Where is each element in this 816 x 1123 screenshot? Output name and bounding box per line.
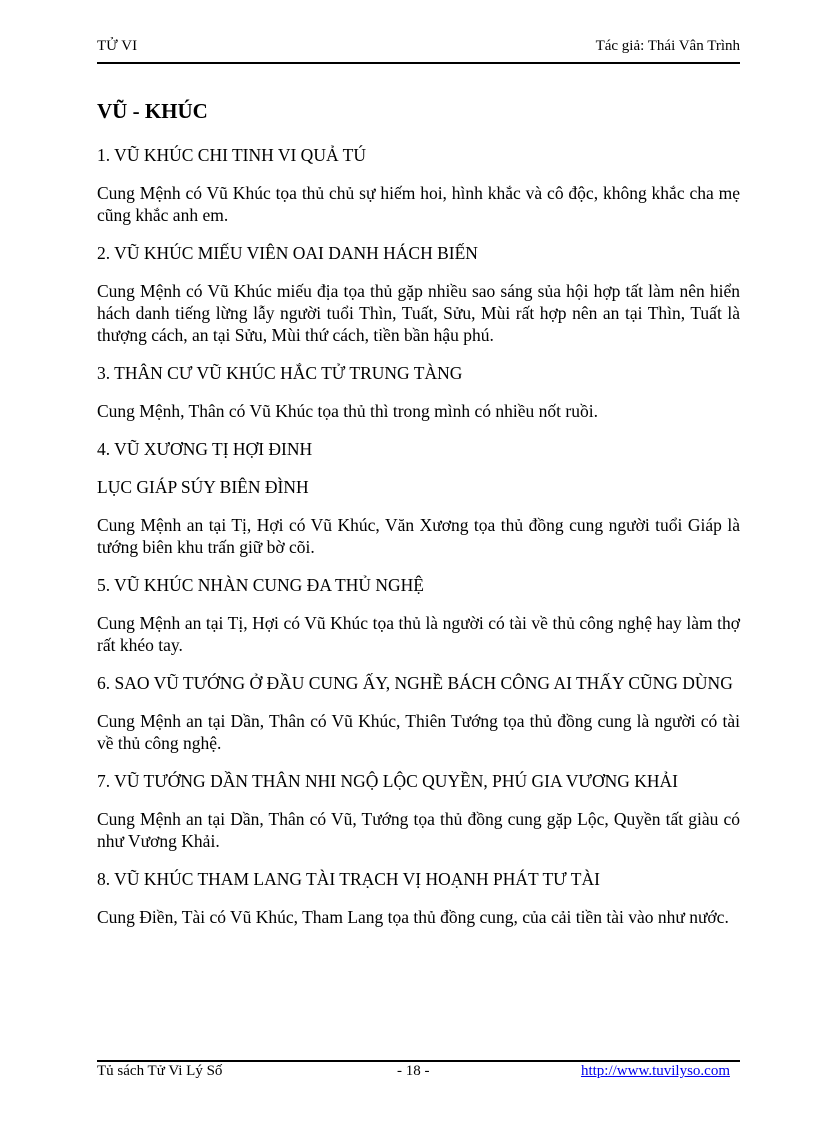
section-8 bbox=[97, 868, 740, 928]
section-1 bbox=[97, 144, 740, 226]
page-header bbox=[97, 38, 740, 64]
section-text: Cung Mệnh an tại Dần, Thân có Vũ, Tướng tọa thủ đồng cung gặp Lộc, Quyền tất giàu có như Vương Khải. bbox=[97, 809, 740, 851]
section-heading: 5. VŨ KHÚC NHÀN CUNG ĐA THỦ NGHỆ bbox=[97, 575, 424, 595]
section-heading: 4. VŨ XƯƠNG TỊ HỢI ĐINH bbox=[97, 439, 313, 459]
website-link[interactable]: http://www.tuvilyso.com bbox=[580, 1063, 730, 1079]
section-subheading: LỤC GIÁP SÚY BIÊN ĐÌNH bbox=[97, 477, 309, 497]
section-text: Cung Mệnh an tại Tị, Hợi có Vũ Khúc tọa thủ là người có tài về thủ công nghệ hay làm thợ rất khéo tay. bbox=[97, 613, 740, 655]
section-heading: 1. VŨ KHÚC CHI TINH VI QUẢ TÚ bbox=[97, 145, 366, 165]
footer-book-title: Tủ sách Tử Vi Lý Số bbox=[97, 1063, 223, 1079]
section-text: Cung Mệnh có Vũ Khúc tọa thủ chủ sự hiếm hoi, hình khắc và cô độc, không khắc cha mẹ cũng khắc anh em. bbox=[97, 183, 740, 225]
section-text: Cung Mệnh có Vũ Khúc miếu địa tọa thủ gặp nhiều sao sáng sủa hội hợp tất làm nên hiển hách danh tiếng lừng lẫy người tuổi Thìn, Tuất, Sửu, Mùi rất hợp nên an tại Thìn, Tuất là thượng cách, an tại Sửu, Mùi thứ cách, tiền bần hậu phú. bbox=[97, 281, 740, 345]
section-text: Cung Mệnh, Thân có Vũ Khúc tọa thủ thì trong mình có nhiều nốt ruồi. bbox=[97, 401, 598, 421]
section-heading: 3. THÂN CƯ VŨ KHÚC HẮC TỬ TRUNG TÀNG bbox=[97, 363, 463, 383]
section-heading: 2. VŨ KHÚC MIẾU VIÊN OAI DANH HÁCH BIẾN bbox=[97, 243, 478, 263]
section-text: Cung Điền, Tài có Vũ Khúc, Tham Lang tọa thủ đồng cung, của cải tiền tài vào như nước. bbox=[97, 907, 729, 927]
page-footer bbox=[97, 1060, 740, 1082]
section-text: Cung Mệnh an tại Tị, Hợi có Vũ Khúc, Văn Xương tọa thủ đồng cung người tuổi Giáp là tướng biên khu trấn giữ bờ cõi. bbox=[97, 515, 740, 557]
section-7 bbox=[97, 770, 740, 852]
page-title: VŨ - KHÚC bbox=[97, 99, 208, 123]
header-author: Tác giả: Thái Vân Trình bbox=[595, 38, 740, 54]
section-2 bbox=[97, 242, 740, 346]
section-6 bbox=[97, 672, 740, 754]
section-3 bbox=[97, 362, 740, 422]
section-4 bbox=[97, 438, 740, 558]
section-5 bbox=[97, 574, 740, 656]
section-heading: 7. VŨ TƯỚNG DẦN THÂN NHI NGỘ LỘC QUYỀN, PHÚ GIA VƯƠNG KHẢI bbox=[97, 771, 678, 791]
section-heading: 8. VŨ KHÚC THAM LANG TÀI TRẠCH VỊ HOẠNH PHÁT TƯ TÀI bbox=[97, 869, 600, 889]
page-number: - 18 - bbox=[397, 1063, 430, 1079]
section-heading: 6. SAO VŨ TƯỚNG Ở ĐẦU CUNG ẤY, NGHỀ BÁCH CÔNG AI THẤY CŨNG DÙNG bbox=[97, 673, 733, 693]
section-text: Cung Mệnh an tại Dần, Thân có Vũ Khúc, Thiên Tướng tọa thủ đồng cung là người có tài về thủ công nghệ. bbox=[97, 711, 740, 753]
main-content bbox=[97, 98, 740, 944]
header-left-text: TỬ VI bbox=[97, 38, 138, 54]
